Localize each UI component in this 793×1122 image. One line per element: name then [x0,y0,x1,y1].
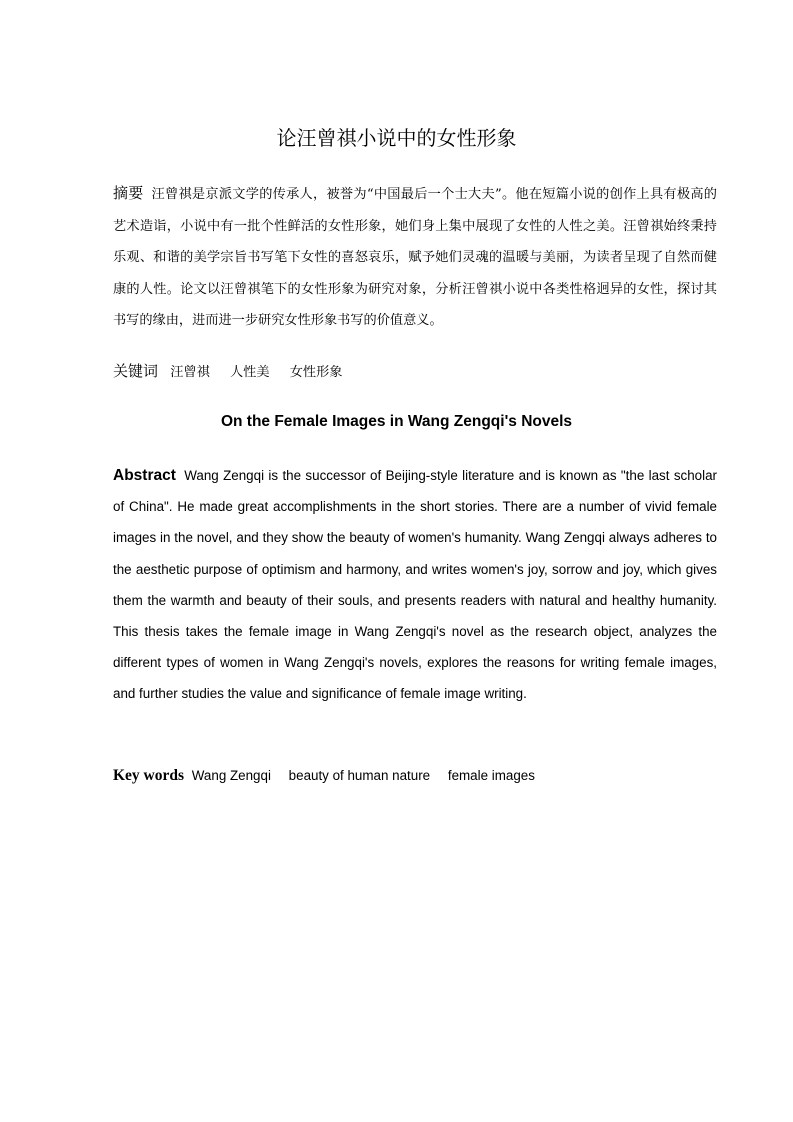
english-abstract-label: Abstract [113,467,176,484]
english-keywords-label: Key words [113,767,185,784]
chinese-abstract [113,178,717,337]
chinese-abstract-text: 汪曾祺是京派文学的传承人，被誉为“中国最后一个士大夫”。他在短篇小说的创作上具有极高的艺术造诣，小说中有一批个性鲜活的女性形象，她们身上集中展现了女性的人性之美。汪曾祺始终秉持乐观、和谐的美学宗旨书写笔下女性的喜怒哀乐，赋予她们灵魂的温暖与美丽，为读者呈现了自然而健康的人性。论文以汪曾祺笔下的女性形象为研究对象，分析汪曾祺小说中各类性格迥异的女性，探讨其书写的缘由，进而进一步研究女性形象书写的价值意义。 [113,187,717,329]
chinese-keyword: 女性形象 [289,365,343,380]
chinese-keyword: 汪曾祺 [170,365,210,380]
english-keyword: Wang Zengqi [191,768,271,783]
chinese-abstract-label: 摘要 [113,184,144,202]
english-keywords [113,763,549,789]
english-title: On the Female Images in Wang Zengqi's Novels [220,413,573,430]
chinese-keywords-label: 关键词 [113,362,159,380]
chinese-title: 论汪曾祺小说中的女性形象 [276,126,517,150]
chinese-keyword: 人性美 [229,365,270,380]
english-keyword: beauty of human nature [288,768,431,783]
chinese-keywords [113,357,359,387]
english-abstract [113,460,717,710]
english-abstract-text: Wang Zengqi is the successor of Beijing-style literature and is known as "the last scholar of China". He made great accomplishments in the short stories. There are a number of vivid female images in the novel, and they show the beauty of women's humanity. Wang Zengqi always adheres to the aesthetic purpose of optimism and harmony, and writes women's joy, sorrow and joy, which gives them the warmth and beauty of their souls, and presents readers with natural and healthy humanity. This thesis takes the female image in Wang Zengqi's novel as the research object, analyzes the different types of women in Wang Zengqi's novels, explores the reasons for writing female images, and further studies the value and significance of female image writing. [113,468,717,702]
english-keyword: female images [447,768,535,783]
